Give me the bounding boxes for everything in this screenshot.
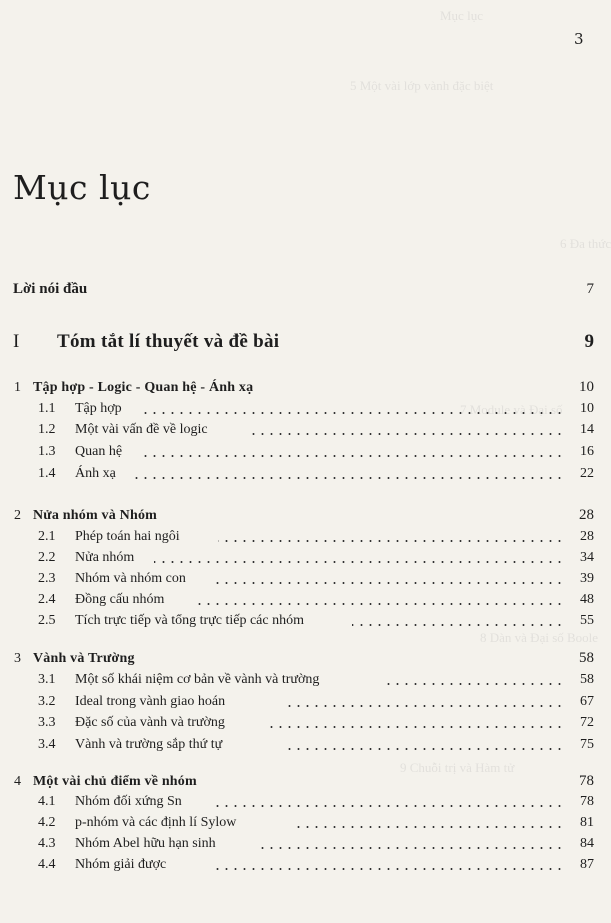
section-title: Tích trực tiếp và tổng trực tiếp các nhóm: [75, 613, 304, 628]
section-page: 22: [580, 466, 594, 481]
section-number: 4.2: [38, 815, 56, 830]
section-number: 4.1: [38, 794, 56, 809]
section-page: 10: [580, 401, 594, 416]
section-number: 1.3: [38, 444, 56, 459]
toc-section[interactable]: [0, 609, 602, 631]
dot-leader: [248, 433, 564, 435]
toc-section[interactable]: [0, 733, 602, 755]
chapter-title: Vành và Trường: [33, 651, 135, 666]
section-page: 81: [580, 815, 594, 830]
toc-section[interactable]: [0, 832, 602, 854]
dot-leader: [288, 748, 564, 750]
dot-leader: [214, 582, 564, 584]
section-title: Nhóm giải được: [75, 857, 167, 872]
page-title: Mục lục: [13, 168, 151, 207]
toc-part[interactable]: [0, 333, 602, 355]
section-number: 2.4: [38, 592, 56, 607]
chapter-number: 3: [14, 651, 21, 666]
dot-leader: [292, 826, 564, 828]
toc-chapter-2[interactable]: [0, 504, 602, 526]
chapter-number: 1: [14, 380, 21, 395]
section-title: Một vài vấn đề về logic: [75, 422, 208, 437]
toc-chapter-4[interactable]: [0, 770, 602, 792]
dot-leader: [130, 477, 564, 479]
dot-leader: [284, 705, 564, 707]
section-number: 4.4: [38, 857, 56, 872]
section-number: 4.3: [38, 836, 56, 851]
toc-section[interactable]: [0, 711, 602, 733]
section-page: 72: [580, 715, 594, 730]
section-title: Tập hợp: [75, 401, 122, 416]
toc-preface-title: Lời nói đầu: [13, 281, 88, 297]
section-title: Nhóm đối xứng Sn: [75, 794, 182, 809]
chapter-title: Nửa nhóm và Nhóm: [33, 508, 158, 523]
section-number: 1.1: [38, 401, 56, 416]
section-page: 75: [580, 737, 594, 752]
chapter-number: 4: [14, 774, 21, 789]
chapter-page: 58: [579, 650, 594, 666]
section-title: p-nhóm và các định lí Sylow: [75, 815, 237, 830]
chapter-page: 78: [579, 773, 594, 789]
section-number: 1.2: [38, 422, 56, 437]
section-title: Một số khái niệm cơ bản về vành và trường: [75, 672, 320, 687]
section-number: 1.4: [38, 466, 56, 481]
chapter-title: Một vài chủ điểm về nhóm: [33, 774, 197, 789]
section-title: Nhóm Abel hữu hạn sinh: [75, 836, 216, 851]
chapter-page: 28: [579, 507, 594, 523]
toc-section[interactable]: [0, 546, 602, 568]
toc-part-page: 9: [584, 331, 594, 352]
section-title: Đồng cấu nhóm: [75, 592, 165, 607]
toc-section[interactable]: [0, 668, 602, 690]
section-title: Quan hệ: [75, 444, 123, 459]
chapter-title: Tập hợp - Logic - Quan hệ - Ánh xạ: [33, 380, 254, 395]
section-page: 28: [580, 529, 594, 544]
dot-leader: [140, 455, 564, 457]
chapter-number: 2: [14, 508, 21, 523]
section-page: 14: [580, 422, 594, 437]
toc-section[interactable]: [0, 790, 602, 812]
section-number: 2.2: [38, 550, 56, 565]
dot-leader: [216, 868, 564, 870]
section-number: 3.2: [38, 694, 56, 709]
section-page: 16: [580, 444, 594, 459]
dot-leader: [268, 726, 564, 728]
toc-section[interactable]: [0, 690, 602, 712]
dot-leader: [256, 847, 564, 849]
section-title: Ideal trong vành giao hoán: [75, 694, 226, 709]
section-page: 67: [580, 694, 594, 709]
section-page: 48: [580, 592, 594, 607]
section-page: 87: [580, 857, 594, 872]
dot-leader: [218, 540, 564, 542]
section-page: 55: [580, 613, 594, 628]
section-title: Vành và trường sắp thứ tự: [75, 737, 223, 752]
toc-section[interactable]: [0, 525, 602, 547]
toc-preface[interactable]: [0, 278, 602, 300]
section-number: 2.3: [38, 571, 56, 586]
section-number: 3.4: [38, 737, 56, 752]
dot-leader: [352, 624, 564, 626]
dot-leader: [196, 603, 564, 605]
section-page: 39: [580, 571, 594, 586]
toc-chapter-1[interactable]: [0, 376, 602, 398]
section-number: 3.1: [38, 672, 56, 687]
toc-preface-page: 7: [586, 281, 594, 297]
section-title: Phép toán hai ngôi: [75, 529, 180, 544]
toc-section[interactable]: [0, 588, 602, 610]
toc-section[interactable]: [0, 418, 602, 440]
section-page: 78: [580, 794, 594, 809]
section-title: Nửa nhóm: [75, 550, 135, 565]
page-number: 3: [574, 30, 584, 48]
toc-section[interactable]: [0, 397, 602, 419]
section-title: Đặc số của vành và trường: [75, 715, 225, 730]
section-number: 3.3: [38, 715, 56, 730]
section-number: 2.5: [38, 613, 56, 628]
dot-leader: [154, 561, 564, 563]
toc-section[interactable]: [0, 853, 602, 875]
toc-section[interactable]: [0, 567, 602, 589]
toc-section[interactable]: [0, 811, 602, 833]
section-number: 2.1: [38, 529, 56, 544]
toc-part-title: Tóm tắt lí thuyết và đề bài: [57, 331, 280, 352]
toc-section[interactable]: [0, 462, 602, 484]
section-page: 84: [580, 836, 594, 851]
toc-section[interactable]: [0, 440, 602, 462]
toc-part-number: I: [13, 331, 20, 352]
section-title: Ánh xạ: [75, 466, 116, 481]
section-page: 34: [580, 550, 594, 565]
section-page: 58: [580, 672, 594, 687]
chapter-page: 10: [579, 379, 594, 395]
dot-leader: [384, 683, 564, 685]
toc-chapter-3[interactable]: [0, 647, 602, 669]
dot-leader: [210, 805, 564, 807]
dot-leader: [140, 412, 564, 414]
section-title: Nhóm và nhóm con: [75, 571, 186, 586]
